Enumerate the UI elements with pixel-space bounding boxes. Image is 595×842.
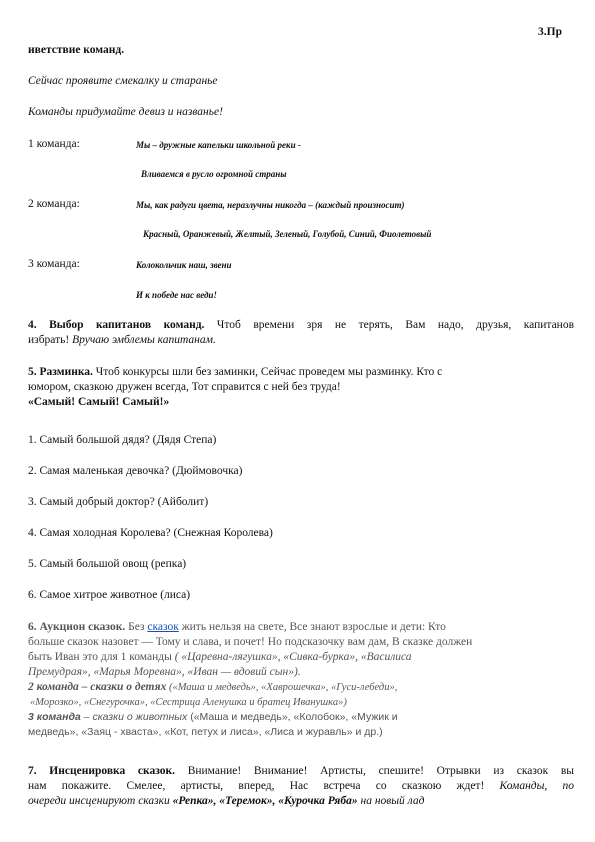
team-3-label: 3 команда: (28, 258, 80, 270)
intro-line-1: иветствие команд. (28, 44, 125, 56)
team-2-label: 2 команда: (28, 198, 80, 210)
team-2-motto-2: Красный, Оранжевый, Желтый, Зеленый, Голубой, Синий, Фиолетовый (143, 229, 432, 239)
section-4-italic: Вручаю эмблемы капитанам. (72, 334, 216, 346)
section-6-text-1b: жить нельзя на свете, Все знают взрослые и дети: Кто (178, 621, 446, 633)
team-1-motto-1: Мы – дружные капельки школьной реки - (136, 140, 301, 150)
team-1-label: 1 команда: (28, 138, 80, 150)
intro-line-2: Сейчас проявите смекалку и старанье (28, 75, 218, 87)
intro-line-3: Команды придумайте девиз и названье! (28, 106, 223, 118)
section-6-team-2-title: 2 команда – сказки о детях (28, 681, 167, 693)
section-6-team-2-list-2: «Морозко», «Снегурочка», «Сестрица Аленушка и братец Иванушка») (30, 697, 347, 708)
section-7 (28, 764, 574, 809)
section-6-text-1a: Без (128, 621, 148, 633)
section-6-heading: 6. Аукцион сказок. (28, 621, 126, 633)
section-5-text-2: юмором, сказкою дружен всегда, Тот справится с ней без труда! (28, 381, 341, 393)
section-5 (28, 365, 574, 410)
section-6-line-1 (28, 620, 574, 635)
section-7-line-3 (28, 794, 574, 809)
question-6: 6. Самое хитрое животное (лиса) (28, 589, 191, 601)
section-4-text-2: избрать! (28, 334, 70, 346)
section-6-team-2-list-1: («Маша и медведь», «Хаврошечка», «Гуси-лебеди», (166, 682, 398, 693)
section-5-game-title: «Самый! Самый! Самый!» (28, 396, 170, 408)
team-1-motto-2: Вливаемся в русло огромной страны (141, 169, 287, 179)
section-7-text-1: Внимание! Внимание! Артисты, спешите! Отрывки из сказок вы (187, 765, 574, 777)
section-7-line-2 (28, 779, 574, 794)
team-3-motto-2: И к победе нас веди! (136, 290, 217, 300)
team-3-motto-1: Колокольчик наш, звени (136, 260, 232, 270)
section-7-heading: 7. Инсценировка сказок. (28, 765, 176, 777)
section-6-text-4: Премудрая», «Марья Моревна», «Иван — вдовий сын»). (28, 666, 301, 678)
section-5-text-1: Чтоб конкурсы шли без заминки, Сейчас проведем мы разминку. Кто с (95, 366, 443, 378)
question-3: 3. Самый добрый доктор? (Айболит) (28, 496, 209, 508)
section-7-text-2b: Команды, по (484, 780, 574, 792)
question-5: 5. Самый большой овощ (репка) (28, 558, 187, 570)
section-6-team-3 (28, 710, 574, 725)
section-6-text-2: больше сказок назовет — Тому и слава, и почет! Но подсказочку вам дам, В сказке должен (28, 636, 473, 648)
question-2: 2. Самая маленькая девочка? (Дюймовочка) (28, 465, 243, 477)
section-7-line-1 (28, 764, 574, 779)
section-4-text-1: Чтоб времени зря не терять, Вам надо, друзья, капитанов (216, 319, 575, 331)
question-1: 1. Самый большой дядя? (Дядя Степа) (28, 434, 217, 446)
team-2-motto-1: Мы, как радуги цвета, неразлучны никогда – (каждый произносит) (136, 200, 405, 210)
section-6-team-3-list-1: («Маша и медведь», «Колобок», «Мужик и (187, 711, 398, 723)
section-7-tale-list: «Репка», «Теремок», «Курочка Ряба» (169, 795, 358, 807)
section-4 (28, 318, 574, 348)
section-6-team-3-title: 3 команда (28, 711, 81, 723)
section-5-heading: 5. Разминка. (28, 366, 93, 378)
section-6-team-2 (28, 680, 574, 695)
section-6-team-3-list-2: медведь», «Заяц - хваста», «Кот, петух и лиса», «Лиса и журавль» и др.) (28, 726, 383, 738)
page-label: 3.Пр (538, 26, 562, 38)
section-6-text-3b: ( «Царевна-лягушка», «Сивка-бурка», «Василиса (171, 651, 412, 663)
section-4-line-1 (28, 318, 574, 333)
section-7-text-2a: нам покажите. Смелее, артисты, вперед, Нас встреча со сказкою ждет! (28, 780, 485, 792)
section-6-team-3-subtitle: – сказки о животных (80, 711, 188, 723)
section-6-text-3a: быть Иван это для 1 команды (28, 651, 172, 663)
section-7-text-3a: очереди инсценируют сказки (28, 795, 170, 807)
section-4-heading: 4. Выбор капитанов команд. (28, 319, 205, 331)
section-6-line-3 (28, 650, 574, 665)
section-4-line-2 (28, 333, 574, 348)
section-5-line-1 (28, 365, 574, 380)
skazki-link[interactable]: сказок (147, 621, 179, 633)
section-7-text-3c: на новый лад (357, 795, 425, 807)
question-4: 4. Самая холодная Королева? (Снежная Королева) (28, 527, 273, 539)
section-6 (28, 620, 574, 740)
